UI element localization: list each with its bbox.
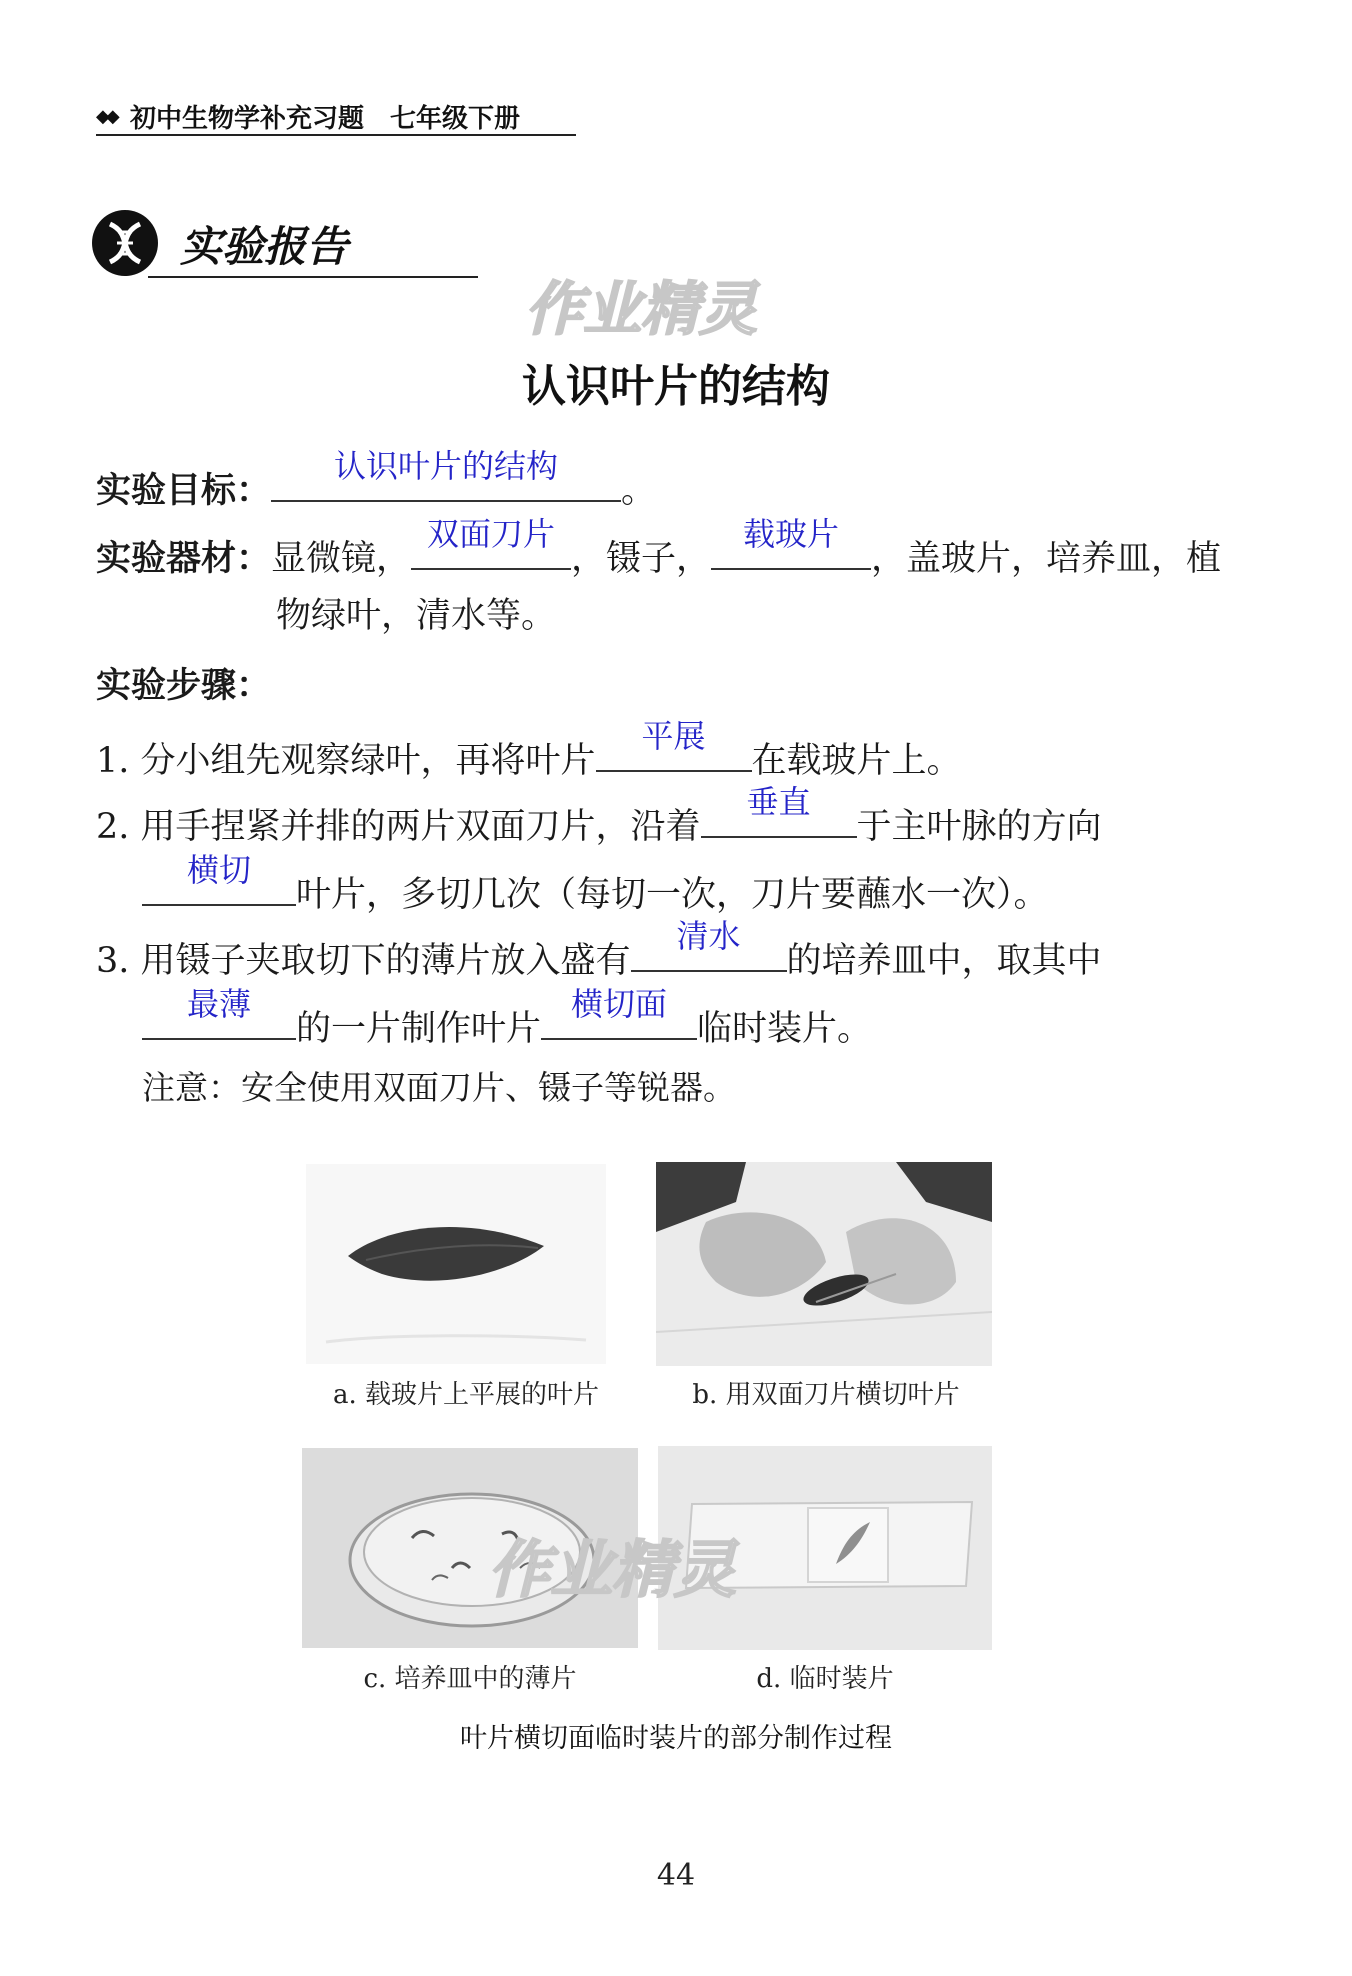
step-3-text-2: 的培养皿中，取其中 (786, 941, 1102, 981)
steps-label: 实验步骤： (96, 666, 272, 706)
goal-answer: 认识叶片的结构 (334, 447, 559, 485)
step-3-blank-3 (541, 985, 697, 1040)
figure-caption-b: b. 用双面刀片横切叶片 (692, 1380, 960, 1410)
materials-line-2 (276, 592, 556, 640)
materials-text-2: ，镊子， (571, 539, 712, 579)
step-1-text-2: 在载玻片上。 (751, 741, 962, 781)
step-3-answer-1: 清水 (676, 917, 741, 955)
materials-line (96, 515, 1222, 583)
step-2-line-2 (142, 851, 1049, 919)
materials-answer-2: 载玻片 (743, 515, 840, 553)
goal-end: 。 (621, 471, 657, 511)
materials-blank-2 (711, 515, 871, 570)
goal-line (96, 447, 657, 515)
step-2 (96, 783, 1102, 851)
step-2-answer-1: 垂直 (746, 783, 811, 821)
photo-leaf-on-slide (306, 1164, 606, 1364)
step-3-line-2 (142, 985, 873, 1053)
step-1-blank (596, 717, 752, 772)
step-3-text-1: 3. 用镊子夹取切下的薄片放入盛有 (96, 941, 631, 981)
figure-caption-d: d. 临时装片 (756, 1664, 894, 1694)
materials-text-1: 显微镜， (271, 539, 412, 579)
goal-label: 实验目标： (96, 471, 272, 511)
step-3-blank-2 (142, 985, 296, 1040)
materials-answer-1: 双面刀片 (427, 515, 556, 553)
step-3-text-4: 临时装片。 (697, 1009, 873, 1049)
header-diamond-icon: ◆◆ (96, 106, 116, 127)
step-3-blank-1 (631, 917, 787, 972)
step-3-text-3: 的一片制作叶片 (296, 1009, 542, 1049)
figure-caption-a: a. 载玻片上平展的叶片 (332, 1380, 600, 1410)
page-title: 认识叶片的结构 (522, 361, 830, 412)
step-2-text-3: 叶片，多切几次（每切一次，刀片要蘸水一次）。 (296, 875, 1049, 915)
step-2-answer-2: 横切 (186, 851, 251, 889)
header-title: 初中生物学补充习题 七年级下册 (130, 104, 521, 134)
watermark-2: 作业精灵 (488, 1533, 737, 1606)
step-3-answer-2: 最薄 (186, 985, 251, 1023)
step-3-answer-3: 横切面 (571, 985, 668, 1023)
section-title: 实验报告 (180, 222, 349, 271)
materials-blank-1 (411, 515, 571, 570)
step-2-blank-2 (142, 851, 296, 906)
figure-caption-c: c. 培养皿中的薄片 (363, 1664, 577, 1694)
dna-icon (92, 210, 158, 276)
goal-blank (271, 447, 621, 502)
page-header (96, 96, 576, 136)
section-heading (92, 210, 392, 280)
step-3 (96, 917, 1102, 985)
figure-caption: 叶片横切面临时装片的部分制作过程 (460, 1723, 892, 1754)
section-underline (148, 276, 478, 278)
step-1-answer: 平展 (641, 717, 706, 755)
step-1 (96, 717, 962, 785)
materials-label: 实验器材： (96, 539, 272, 579)
safety-note: 注意：安全使用双面刀片、镊子等锐器。 (142, 1068, 736, 1107)
materials-text-3: ，盖玻片，培养皿，植 (871, 539, 1222, 579)
page-number: 44 (656, 1858, 696, 1893)
watermark: 作业精灵 (525, 275, 758, 343)
photo-cutting-leaf (656, 1162, 992, 1366)
step-2-text-1: 2. 用手捏紧并排的两片双面刀片，沿着 (96, 807, 701, 847)
step-2-text-2: 于主叶脉的方向 (856, 807, 1102, 847)
step-1-text-1: 1. 分小组先观察绿叶，再将叶片 (96, 741, 596, 781)
step-2-blank-1 (701, 783, 857, 838)
materials-text-4: 物绿叶，清水等。 (276, 596, 557, 636)
